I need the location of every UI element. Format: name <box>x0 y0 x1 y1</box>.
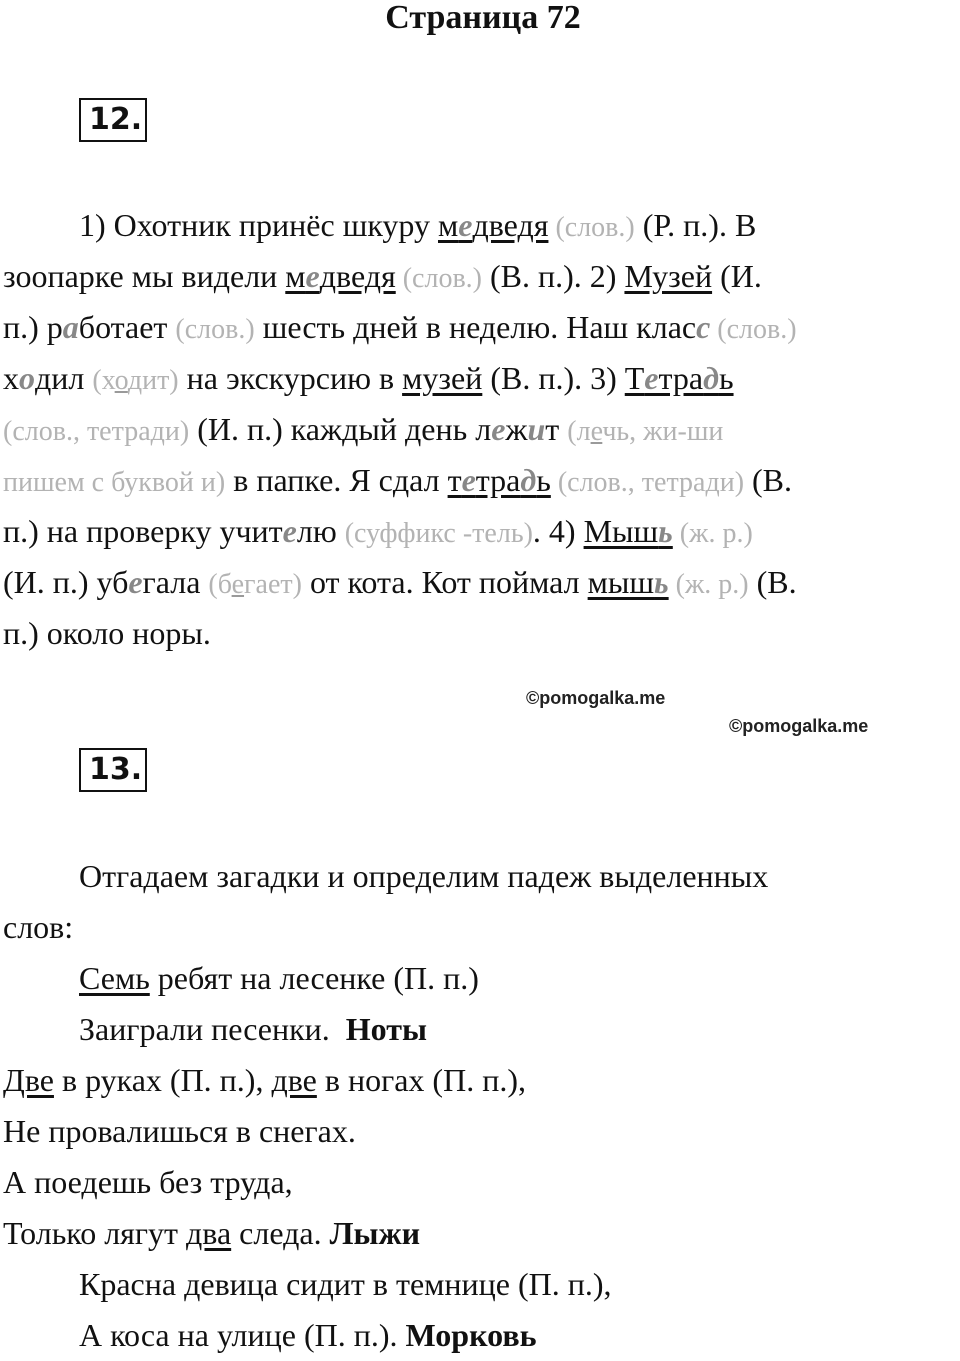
word-medvedya: медведя <box>285 258 396 294</box>
riddle-line: Заиграли песенки. Ноты <box>79 1011 427 1047</box>
text-line: п.) работает (слов.) шесть дней в неделю. Наш класс (слов.) <box>3 309 797 345</box>
page-title: Страница 72 <box>385 0 581 36</box>
riddle-line: Красна девица сидит в темнице (П. п.), <box>79 1266 612 1302</box>
text-line: п.) на проверку учителю (суффикс -тель). 4) Мышь (ж. р.) <box>3 513 753 549</box>
riddle-line: Семь ребят на лесенке (П. п.) <box>79 960 479 996</box>
word-muzey: музей <box>402 360 483 396</box>
riddle-line: Не провалишься в снегах. <box>3 1113 356 1149</box>
exercise-12-number: 12. <box>79 98 147 142</box>
word-mysh: Мышь <box>583 513 673 549</box>
text-line: п.) около норы. <box>3 615 211 651</box>
word-muzey: Музей <box>624 258 713 294</box>
word-medvedya: медведя <box>438 207 549 243</box>
exercise-13-number: 13. <box>79 748 147 792</box>
intro-line: слов: <box>3 909 74 945</box>
watermark: ©pomogalka.me <box>729 716 869 736</box>
exercise-13-text <box>3 851 958 1361</box>
watermark: ©pomogalka.me <box>526 688 666 708</box>
intro-line: Отгадаем загадки и определим падеж выделенных <box>79 858 769 894</box>
text-line: (И. п.) убегала (бегает) от кота. Кот поймал мышь (ж. р.) (В. <box>3 564 797 600</box>
riddle-line: А коса на улице (П. п.). Морковь <box>79 1317 537 1353</box>
text-line: 1) Охотник принёс шкуру медведя (слов.) (Р. п.). В <box>79 207 757 243</box>
text-line: зоопарке мы видели медведя (слов.) (В. п.). 2) Музей (И. <box>3 258 762 294</box>
riddle-answer: Лыжи <box>329 1215 421 1251</box>
word-tetrad: Тетрадь <box>624 360 734 396</box>
text-line: пишем с буквой и) в папке. Я сдал тетрадь (слов., тетради) (В. <box>3 462 793 498</box>
exercise-12-text <box>3 200 958 659</box>
riddle-answer: Ноты <box>345 1011 427 1047</box>
riddle-line: А поедешь без труда, <box>3 1164 293 1200</box>
text-line: (слов., тетради) (И. п.) каждый день лежит (лечь, жи-ши <box>3 411 724 447</box>
riddle-line: Только лягут два следа. Лыжи <box>3 1215 421 1251</box>
riddle-line: Две в руках (П. п.), две в ногах (П. п.), <box>3 1062 526 1098</box>
text-line: ходил (ходит) на экскурсию в музей (В. п.). 3) Тетрадь <box>3 360 734 396</box>
word-tetrad: тетрадь <box>447 462 551 498</box>
word-mysh: мышь <box>587 564 669 600</box>
riddle-answer: Морковь <box>405 1317 537 1353</box>
